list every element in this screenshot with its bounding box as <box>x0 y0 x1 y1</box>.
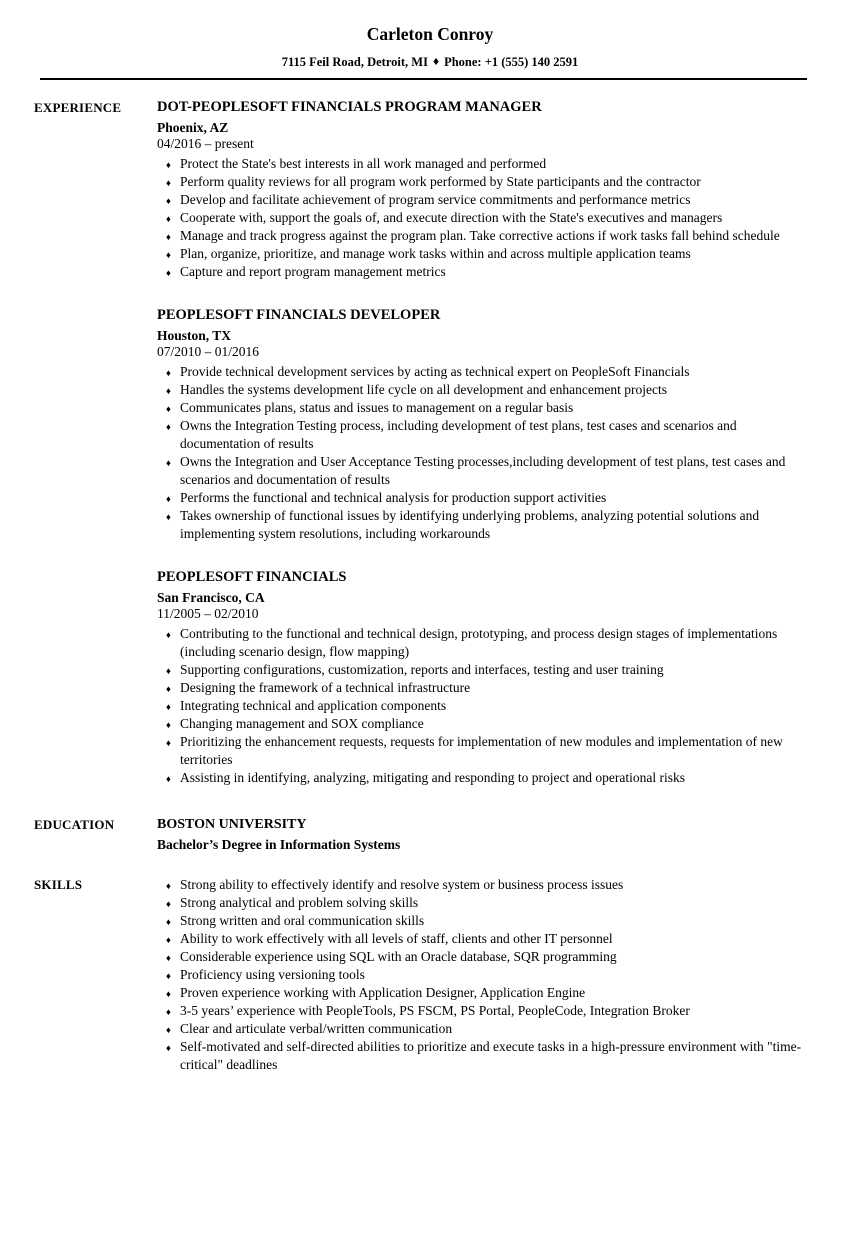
bullet-item <box>157 715 807 733</box>
bullet-item <box>157 876 807 894</box>
bullet-text: Clear and articulate verbal/written communication <box>180 1021 453 1036</box>
bullet-item <box>157 661 807 679</box>
bullet-item <box>157 984 807 1002</box>
resume-body <box>0 99 860 1074</box>
diamond-bullet-icon: ♦ <box>166 459 171 469</box>
diamond-separator-icon: ♦ <box>432 54 440 68</box>
diamond-bullet-icon: ♦ <box>166 703 171 713</box>
diamond-bullet-icon: ♦ <box>166 161 171 171</box>
diamond-bullet-icon: ♦ <box>166 739 171 749</box>
section-label-experience: EXPERIENCE <box>34 100 122 115</box>
bullet-item <box>157 263 807 281</box>
bullet-text: 3-5 years’ experience with PeopleTools, PS FSCM, PS Portal, PeopleCode, Integration Broker <box>180 1003 690 1018</box>
bullet-text: Self-motivated and self-directed abilities to prioritize and execute tasks in a high-pressure environment with "time-critical" deadlines <box>180 1039 802 1072</box>
bullet-item <box>157 948 807 966</box>
bullet-text: Proficiency using versioning tools <box>180 967 365 982</box>
job-location: Phoenix, AZ <box>157 120 229 135</box>
bullet-item <box>157 697 807 715</box>
header-divider <box>40 78 807 80</box>
diamond-bullet-icon: ♦ <box>166 972 171 982</box>
bullet-text: Changing management and SOX compliance <box>180 716 424 731</box>
section-label-skills: SKILLS <box>34 877 83 892</box>
diamond-bullet-icon: ♦ <box>166 495 171 505</box>
bullet-text: Owns the Integration Testing process, including development of test plans, test cases and scenarios and documentation of results <box>180 418 737 451</box>
bullet-text: Strong ability to effectively identify and resolve system or business process issues <box>180 877 624 892</box>
bullet-item <box>157 155 807 173</box>
bullet-item <box>157 1038 807 1074</box>
diamond-bullet-icon: ♦ <box>166 900 171 910</box>
bullet-text: Integrating technical and application components <box>180 698 447 713</box>
diamond-bullet-icon: ♦ <box>166 423 171 433</box>
bullet-item <box>157 1020 807 1038</box>
bullet-text: Takes ownership of functional issues by identifying underlying problems, analyzing potential solutions and implementing system resolutions, including workarounds <box>180 508 760 541</box>
bullet-item <box>157 245 807 263</box>
bullet-text: Contributing to the functional and technical design, prototyping, and process design stages of implementations (including scenario design, flow mapping) <box>180 626 778 659</box>
job-bullet-list <box>157 625 807 787</box>
bullet-text: Supporting configurations, customization, reports and interfaces, testing and user training <box>180 662 664 677</box>
bullet-text: Prioritizing the enhancement requests, requests for implementation of new modules and implementation of new territories <box>180 734 783 767</box>
diamond-bullet-icon: ♦ <box>166 387 171 397</box>
bullet-item <box>157 363 807 381</box>
bullet-text: Perform quality reviews for all program work performed by State participants and the contractor <box>180 174 701 189</box>
bullet-item <box>157 625 807 661</box>
job-bullet-list <box>157 155 807 281</box>
bullet-text: Considerable experience using SQL with an Oracle database, SQR programming <box>180 949 617 964</box>
skills-section <box>34 876 807 1074</box>
bullet-text: Cooperate with, support the goals of, and execute direction with the State's executives and managers <box>180 210 723 225</box>
diamond-bullet-icon: ♦ <box>166 197 171 207</box>
diamond-bullet-icon: ♦ <box>166 631 171 641</box>
diamond-bullet-icon: ♦ <box>166 775 171 785</box>
bullet-text: Manage and track progress against the program plan. Take corrective actions if work tasks fall behind schedule <box>180 228 780 243</box>
diamond-bullet-icon: ♦ <box>166 233 171 243</box>
job-title: PEOPLESOFT FINANCIALS DEVELOPER <box>157 307 441 323</box>
job-location: Houston, TX <box>157 328 232 343</box>
school-name: BOSTON UNIVERSITY <box>157 817 307 832</box>
contact-line <box>0 55 860 70</box>
job-dates: 04/2016 – present <box>157 136 254 151</box>
bullet-item <box>157 453 807 489</box>
diamond-bullet-icon: ♦ <box>166 882 171 892</box>
bullet-item <box>157 507 807 543</box>
bullet-text: Strong analytical and problem solving skills <box>180 895 419 910</box>
diamond-bullet-icon: ♦ <box>166 721 171 731</box>
section-label-education: EDUCATION <box>34 817 115 832</box>
bullet-item <box>157 381 807 399</box>
diamond-bullet-icon: ♦ <box>166 918 171 928</box>
bullet-item <box>157 227 807 245</box>
bullet-item <box>157 489 807 507</box>
bullet-text: Communicates plans, status and issues to management on a regular basis <box>180 400 574 415</box>
diamond-bullet-icon: ♦ <box>166 251 171 261</box>
bullet-item <box>157 191 807 209</box>
bullet-item <box>157 930 807 948</box>
phone-text: Phone: +1 (555) 140 2591 <box>444 55 579 69</box>
job-location: San Francisco, CA <box>157 590 265 605</box>
diamond-bullet-icon: ♦ <box>166 1008 171 1018</box>
education-content <box>157 816 807 853</box>
bullet-text: Strong written and oral communication skills <box>180 913 425 928</box>
diamond-bullet-icon: ♦ <box>166 405 171 415</box>
job-entry-2 <box>157 307 807 543</box>
bullet-text: Handles the systems development life cycle on all development and enhancement projects <box>180 382 667 397</box>
bullet-text: Owns the Integration and User Acceptance Testing processes,including development of test plans, test cases and scenarios and documentation of results <box>180 454 786 487</box>
bullet-text: Assisting in identifying, analyzing, mitigating and responding to project and operational risks <box>180 770 686 785</box>
skills-content <box>157 876 807 1074</box>
diamond-bullet-icon: ♦ <box>166 215 171 225</box>
bullet-text: Designing the framework of a technical infrastructure <box>180 680 471 695</box>
bullet-item <box>157 894 807 912</box>
diamond-bullet-icon: ♦ <box>166 1044 171 1054</box>
address-text: 7115 Feil Road, Detroit, MI <box>281 55 428 69</box>
degree-name: Bachelor’s Degree in Information Systems <box>157 837 401 852</box>
experience-content <box>157 99 807 787</box>
bullet-text: Capture and report program management metrics <box>180 264 446 279</box>
bullet-text: Plan, organize, prioritize, and manage work tasks within and across multiple application teams <box>180 246 691 261</box>
job-title: DOT-PEOPLESOFT FINANCIALS PROGRAM MANAGER <box>157 99 542 115</box>
job-dates: 07/2010 – 01/2016 <box>157 344 260 359</box>
bullet-item <box>157 966 807 984</box>
bullet-text: Provide technical development services by acting as technical expert on PeopleSoft Financials <box>180 364 690 379</box>
bullet-item <box>157 733 807 769</box>
diamond-bullet-icon: ♦ <box>166 936 171 946</box>
job-entry-1 <box>157 99 807 281</box>
bullet-text: Develop and facilitate achievement of program service commitments and performance metrics <box>180 192 691 207</box>
job-entry-3 <box>157 569 807 787</box>
bullet-text: Performs the functional and technical analysis for production support activities <box>180 490 607 505</box>
bullet-item <box>157 399 807 417</box>
bullet-item <box>157 417 807 453</box>
bullet-item <box>157 769 807 787</box>
bullet-text: Proven experience working with Application Designer, Application Engine <box>180 985 586 1000</box>
diamond-bullet-icon: ♦ <box>166 990 171 1000</box>
diamond-bullet-icon: ♦ <box>166 1026 171 1036</box>
diamond-bullet-icon: ♦ <box>166 685 171 695</box>
job-bullet-list <box>157 363 807 543</box>
education-section <box>34 816 807 853</box>
bullet-item <box>157 1002 807 1020</box>
diamond-bullet-icon: ♦ <box>166 269 171 279</box>
diamond-bullet-icon: ♦ <box>166 513 171 523</box>
person-name: Carleton Conroy <box>366 24 494 44</box>
diamond-bullet-icon: ♦ <box>166 369 171 379</box>
bullet-item <box>157 679 807 697</box>
job-title: PEOPLESOFT FINANCIALS <box>157 569 347 585</box>
job-dates: 11/2005 – 02/2010 <box>157 606 259 621</box>
experience-section <box>34 99 807 787</box>
diamond-bullet-icon: ♦ <box>166 954 171 964</box>
bullet-text: Ability to work effectively with all levels of staff, clients and other IT personnel <box>180 931 613 946</box>
skills-bullet-list <box>157 876 807 1074</box>
bullet-item <box>157 173 807 191</box>
resume-header <box>0 24 860 80</box>
bullet-item <box>157 912 807 930</box>
diamond-bullet-icon: ♦ <box>166 667 171 677</box>
bullet-text: Protect the State's best interests in all work managed and performed <box>180 156 547 171</box>
bullet-item <box>157 209 807 227</box>
diamond-bullet-icon: ♦ <box>166 179 171 189</box>
